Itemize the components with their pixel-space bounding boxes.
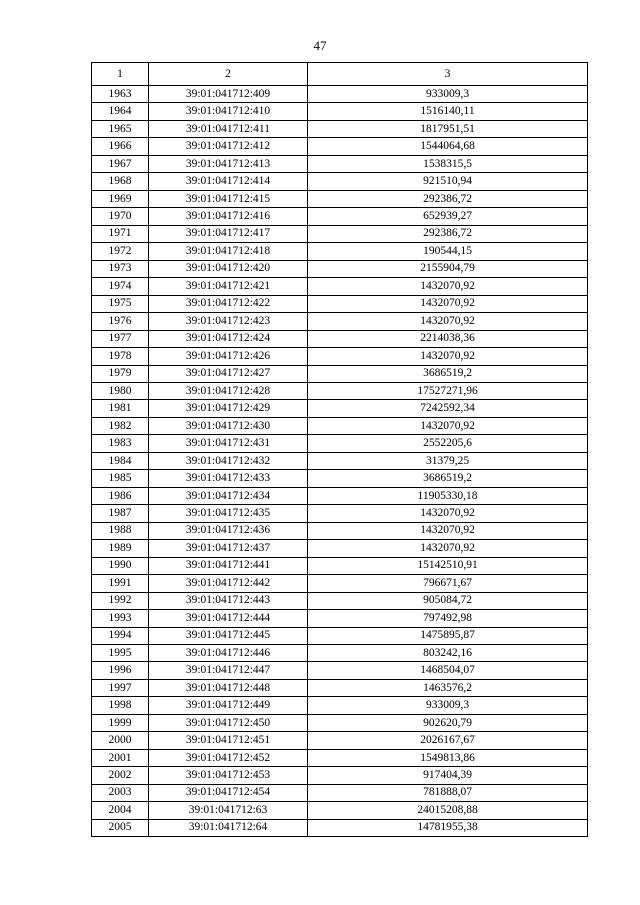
header-cell-cadastral-number: 2 bbox=[149, 63, 308, 86]
table-row bbox=[92, 243, 588, 260]
table-row bbox=[92, 505, 588, 522]
row-number-cell: 1970 bbox=[92, 208, 149, 225]
row-number-cell: 2000 bbox=[92, 732, 149, 749]
row-number-cell: 1982 bbox=[92, 417, 149, 434]
cadastral-number-cell: 39:01:041712:433 bbox=[149, 470, 308, 487]
table-row bbox=[92, 278, 588, 295]
value-cell: 1432070,92 bbox=[308, 278, 588, 295]
value-cell: 190544,15 bbox=[308, 243, 588, 260]
cadastral-number-cell: 39:01:041712:416 bbox=[149, 208, 308, 225]
table-row bbox=[92, 749, 588, 766]
table-body bbox=[92, 63, 588, 837]
table-row bbox=[92, 120, 588, 137]
table-row bbox=[92, 400, 588, 417]
cadastral-number-cell: 39:01:041712:443 bbox=[149, 592, 308, 609]
row-number-cell: 1965 bbox=[92, 120, 149, 137]
value-cell: 2214038,36 bbox=[308, 330, 588, 347]
table-row bbox=[92, 348, 588, 365]
cadastral-number-cell: 39:01:041712:412 bbox=[149, 138, 308, 155]
row-number-cell: 1999 bbox=[92, 714, 149, 731]
row-number-cell: 1988 bbox=[92, 522, 149, 539]
value-cell: 31379,25 bbox=[308, 452, 588, 469]
table-row bbox=[92, 470, 588, 487]
value-cell: 796671,67 bbox=[308, 575, 588, 592]
table-row bbox=[92, 155, 588, 172]
value-cell: 3686519,2 bbox=[308, 470, 588, 487]
value-cell: 292386,72 bbox=[308, 190, 588, 207]
table-row bbox=[92, 645, 588, 662]
cadastral-number-cell: 39:01:041712:418 bbox=[149, 243, 308, 260]
cadastral-number-cell: 39:01:041712:430 bbox=[149, 417, 308, 434]
table-row bbox=[92, 330, 588, 347]
row-number-cell: 1978 bbox=[92, 348, 149, 365]
row-number-cell: 1966 bbox=[92, 138, 149, 155]
value-cell: 1468504,07 bbox=[308, 662, 588, 679]
value-cell: 781888,07 bbox=[308, 784, 588, 801]
row-number-cell: 1981 bbox=[92, 400, 149, 417]
row-number-cell: 1967 bbox=[92, 155, 149, 172]
cadastral-number-cell: 39:01:041712:64 bbox=[149, 819, 308, 836]
row-number-cell: 1990 bbox=[92, 557, 149, 574]
table-row bbox=[92, 627, 588, 644]
table-row bbox=[92, 225, 588, 242]
row-number-cell: 1977 bbox=[92, 330, 149, 347]
cadastral-number-cell: 39:01:041712:452 bbox=[149, 749, 308, 766]
row-number-cell: 1993 bbox=[92, 610, 149, 627]
cadastral-number-cell: 39:01:041712:427 bbox=[149, 365, 308, 382]
value-cell: 1432070,92 bbox=[308, 348, 588, 365]
table-row bbox=[92, 295, 588, 312]
value-cell: 2026167,67 bbox=[308, 732, 588, 749]
table-row bbox=[92, 662, 588, 679]
table-row bbox=[92, 610, 588, 627]
value-cell: 2155904,79 bbox=[308, 260, 588, 277]
table-row bbox=[92, 575, 588, 592]
value-cell: 7242592,34 bbox=[308, 400, 588, 417]
row-number-cell: 1987 bbox=[92, 505, 149, 522]
cadastral-number-cell: 39:01:041712:447 bbox=[149, 662, 308, 679]
table-row bbox=[92, 784, 588, 801]
row-number-cell: 1976 bbox=[92, 313, 149, 330]
table-row bbox=[92, 382, 588, 399]
cadastral-number-cell: 39:01:041712:63 bbox=[149, 802, 308, 819]
value-cell: 652939,27 bbox=[308, 208, 588, 225]
cadastral-number-cell: 39:01:041712:411 bbox=[149, 120, 308, 137]
page-number: 47 bbox=[313, 38, 327, 53]
row-number-cell: 1998 bbox=[92, 697, 149, 714]
table-row bbox=[92, 313, 588, 330]
value-cell: 1432070,92 bbox=[308, 417, 588, 434]
table-row bbox=[92, 557, 588, 574]
cadastral-number-cell: 39:01:041712:424 bbox=[149, 330, 308, 347]
header-cell-value: 3 bbox=[308, 63, 588, 86]
row-number-cell: 1995 bbox=[92, 645, 149, 662]
value-cell: 1475895,87 bbox=[308, 627, 588, 644]
cadastral-number-cell: 39:01:041712:428 bbox=[149, 382, 308, 399]
row-number-cell: 1989 bbox=[92, 540, 149, 557]
cadastral-number-cell: 39:01:041712:414 bbox=[149, 173, 308, 190]
row-number-cell: 2004 bbox=[92, 802, 149, 819]
table-row bbox=[92, 417, 588, 434]
value-cell: 11905330,18 bbox=[308, 487, 588, 504]
value-cell: 1463576,2 bbox=[308, 679, 588, 696]
value-cell: 1432070,92 bbox=[308, 313, 588, 330]
value-cell: 1817951,51 bbox=[308, 120, 588, 137]
row-number-cell: 1985 bbox=[92, 470, 149, 487]
value-cell: 1516140,11 bbox=[308, 103, 588, 120]
table-row bbox=[92, 138, 588, 155]
value-cell: 1432070,92 bbox=[308, 522, 588, 539]
cadastral-number-cell: 39:01:041712:445 bbox=[149, 627, 308, 644]
value-cell: 17527271,96 bbox=[308, 382, 588, 399]
value-cell: 1432070,92 bbox=[308, 295, 588, 312]
row-number-cell: 1992 bbox=[92, 592, 149, 609]
row-number-cell: 1983 bbox=[92, 435, 149, 452]
value-cell: 933009,3 bbox=[308, 86, 588, 103]
row-number-cell: 1973 bbox=[92, 260, 149, 277]
cadastral-number-cell: 39:01:041712:454 bbox=[149, 784, 308, 801]
cadastral-number-cell: 39:01:041712:453 bbox=[149, 767, 308, 784]
table-row bbox=[92, 365, 588, 382]
value-cell: 917404,39 bbox=[308, 767, 588, 784]
table-row bbox=[92, 679, 588, 696]
cadastral-number-cell: 39:01:041712:431 bbox=[149, 435, 308, 452]
value-cell: 14781955,38 bbox=[308, 819, 588, 836]
cadastral-number-cell: 39:01:041712:432 bbox=[149, 452, 308, 469]
row-number-cell: 1963 bbox=[92, 86, 149, 103]
value-cell: 24015208,88 bbox=[308, 802, 588, 819]
cadastral-number-cell: 39:01:041712:450 bbox=[149, 714, 308, 731]
table-row bbox=[92, 86, 588, 103]
value-cell: 3686519,2 bbox=[308, 365, 588, 382]
table-row bbox=[92, 522, 588, 539]
row-number-cell: 1972 bbox=[92, 243, 149, 260]
value-cell: 1432070,92 bbox=[308, 540, 588, 557]
value-cell: 803242,16 bbox=[308, 645, 588, 662]
table-header-row bbox=[92, 63, 588, 86]
value-cell: 905084,72 bbox=[308, 592, 588, 609]
value-cell: 902620,79 bbox=[308, 714, 588, 731]
row-number-cell: 1974 bbox=[92, 278, 149, 295]
value-cell: 1538315,5 bbox=[308, 155, 588, 172]
cadastral-number-cell: 39:01:041712:426 bbox=[149, 348, 308, 365]
row-number-cell: 1980 bbox=[92, 382, 149, 399]
table-row bbox=[92, 208, 588, 225]
value-cell: 933009,3 bbox=[308, 697, 588, 714]
cadastral-number-cell: 39:01:041712:423 bbox=[149, 313, 308, 330]
row-number-cell: 1968 bbox=[92, 173, 149, 190]
table-row bbox=[92, 819, 588, 836]
row-number-cell: 2003 bbox=[92, 784, 149, 801]
table-row bbox=[92, 190, 588, 207]
header-cell-number: 1 bbox=[92, 63, 149, 86]
table-row bbox=[92, 452, 588, 469]
row-number-cell: 1971 bbox=[92, 225, 149, 242]
row-number-cell: 1994 bbox=[92, 627, 149, 644]
cadastral-number-cell: 39:01:041712:442 bbox=[149, 575, 308, 592]
table-row bbox=[92, 260, 588, 277]
cadastral-number-cell: 39:01:041712:441 bbox=[149, 557, 308, 574]
value-cell: 1432070,92 bbox=[308, 505, 588, 522]
cadastral-number-cell: 39:01:041712:417 bbox=[149, 225, 308, 242]
cadastral-number-cell: 39:01:041712:429 bbox=[149, 400, 308, 417]
row-number-cell: 1984 bbox=[92, 452, 149, 469]
table-row bbox=[92, 767, 588, 784]
cadastral-number-cell: 39:01:041712:451 bbox=[149, 732, 308, 749]
row-number-cell: 1975 bbox=[92, 295, 149, 312]
table-row bbox=[92, 714, 588, 731]
row-number-cell: 2001 bbox=[92, 749, 149, 766]
cadastral-number-cell: 39:01:041712:422 bbox=[149, 295, 308, 312]
cadastral-number-cell: 39:01:041712:437 bbox=[149, 540, 308, 557]
cadastral-number-cell: 39:01:041712:415 bbox=[149, 190, 308, 207]
table-row bbox=[92, 173, 588, 190]
cadastral-table bbox=[91, 62, 588, 837]
cadastral-number-cell: 39:01:041712:409 bbox=[149, 86, 308, 103]
row-number-cell: 2005 bbox=[92, 819, 149, 836]
row-number-cell: 1979 bbox=[92, 365, 149, 382]
cadastral-number-cell: 39:01:041712:436 bbox=[149, 522, 308, 539]
table-row bbox=[92, 540, 588, 557]
value-cell: 2552205,6 bbox=[308, 435, 588, 452]
value-cell: 292386,72 bbox=[308, 225, 588, 242]
cadastral-number-cell: 39:01:041712:446 bbox=[149, 645, 308, 662]
table-row bbox=[92, 732, 588, 749]
cadastral-number-cell: 39:01:041712:435 bbox=[149, 505, 308, 522]
cadastral-number-cell: 39:01:041712:444 bbox=[149, 610, 308, 627]
row-number-cell: 1996 bbox=[92, 662, 149, 679]
row-number-cell: 1997 bbox=[92, 679, 149, 696]
value-cell: 15142510,91 bbox=[308, 557, 588, 574]
cadastral-number-cell: 39:01:041712:413 bbox=[149, 155, 308, 172]
cadastral-number-cell: 39:01:041712:434 bbox=[149, 487, 308, 504]
table-row bbox=[92, 435, 588, 452]
value-cell: 1544064,68 bbox=[308, 138, 588, 155]
cadastral-number-cell: 39:01:041712:420 bbox=[149, 260, 308, 277]
cadastral-number-cell: 39:01:041712:421 bbox=[149, 278, 308, 295]
row-number-cell: 1964 bbox=[92, 103, 149, 120]
row-number-cell: 2002 bbox=[92, 767, 149, 784]
value-cell: 797492,98 bbox=[308, 610, 588, 627]
cadastral-number-cell: 39:01:041712:449 bbox=[149, 697, 308, 714]
table-row bbox=[92, 487, 588, 504]
cadastral-number-cell: 39:01:041712:448 bbox=[149, 679, 308, 696]
cadastral-number-cell: 39:01:041712:410 bbox=[149, 103, 308, 120]
table-row bbox=[92, 802, 588, 819]
row-number-cell: 1986 bbox=[92, 487, 149, 504]
table-row bbox=[92, 592, 588, 609]
value-cell: 921510,94 bbox=[308, 173, 588, 190]
value-cell: 1549813,86 bbox=[308, 749, 588, 766]
row-number-cell: 1991 bbox=[92, 575, 149, 592]
table-row bbox=[92, 697, 588, 714]
row-number-cell: 1969 bbox=[92, 190, 149, 207]
table-row bbox=[92, 103, 588, 120]
